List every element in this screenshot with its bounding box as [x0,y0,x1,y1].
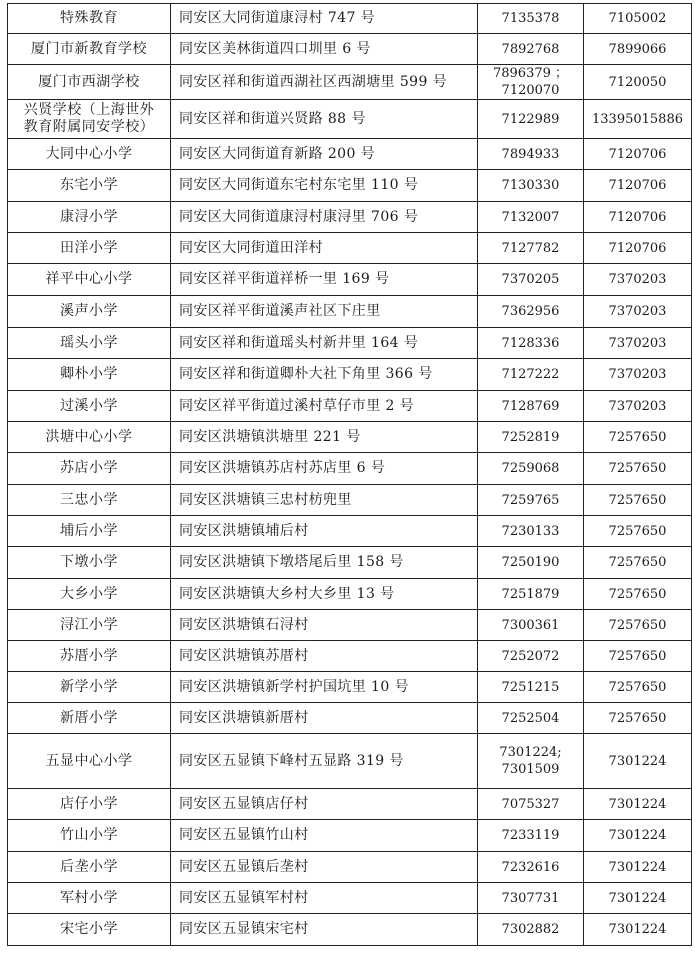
table-row [8,422,692,453]
phone-cell [478,34,584,65]
school-name: 埔后小学 [60,522,118,539]
fax-number: 7899066 [584,34,692,65]
school-name-cell [8,820,171,852]
school-address: 同安区洪塘镇大乡村大乡里 13 号 [171,579,478,610]
school-name-cell [8,485,171,516]
phone-cell [478,914,584,946]
phone-number: 7894933 [501,146,560,162]
table-row [8,641,692,672]
school-name: 新学小学 [60,678,118,695]
table-row [8,734,692,789]
fax-number: 7257650 [584,579,692,610]
school-name-cell [8,641,171,672]
fax-number: 7257650 [584,485,692,516]
school-address: 同安区洪塘镇新学村护国坑里 10 号 [171,672,478,703]
school-address: 同安区大同街道康浔村 747 号 [171,4,478,34]
phone-cell [478,359,584,391]
fax-number: 7370203 [584,391,692,422]
school-name: 洪塘中心小学 [45,428,133,445]
phone-number: 7127222 [501,367,560,382]
school-address: 同安区大同街道田洋村 [171,233,478,264]
school-name: 田洋小学 [60,239,118,256]
table-row [8,359,692,391]
school-name: 厦门市西湖学校 [38,73,140,90]
phone-number: 7128336 [501,335,560,351]
phone-cell [478,485,584,516]
phone-cell [478,170,584,202]
school-name: 苏店小学 [60,460,118,476]
phone-number: 7127782 [501,240,560,256]
phone-number: 7075327 [501,796,560,812]
school-name-cell [8,422,171,453]
phone-cell [478,789,584,820]
school-name-cell [8,914,171,946]
table-row [8,391,692,422]
school-name-cell [8,391,171,422]
school-name-cell [8,516,171,547]
table-row [8,100,692,139]
school-name-cell [8,34,171,65]
phone-cell [478,734,584,789]
school-name-cell [8,579,171,610]
fax-number: 7257650 [584,672,692,703]
phone-cell [478,516,584,547]
phone-cell [478,610,584,641]
table-row [8,914,692,946]
phone-cell [478,100,584,139]
fax-number: 7370203 [584,359,692,391]
table-row [8,139,692,170]
table-row [8,703,692,734]
school-contact-table [7,3,692,946]
table-row [8,4,692,34]
phone-number: 7370205 [501,272,560,287]
phone-cell [478,296,584,328]
table-body [8,4,692,946]
phone-number: 7252072 [501,648,560,664]
phone-cell [478,672,584,703]
phone-number: 7259765 [501,492,560,508]
phone-cell [478,233,584,264]
fax-number: 7105002 [584,4,692,34]
school-address: 同安区洪塘镇洪塘里 221 号 [171,422,478,453]
table-row [8,453,692,485]
phone-number: 7896379 ； [492,66,569,81]
school-name-cell [8,453,171,485]
phone-number: 7251879 [501,586,560,602]
phone-cell [478,641,584,672]
phone-cell [478,703,584,734]
school-name: 大乡小学 [60,585,118,602]
phone-cell [478,453,584,485]
school-address: 同安区洪塘镇苏厝村 [171,641,478,672]
phone-number: 7128769 [501,398,560,414]
fax-number: 7257650 [584,516,692,547]
school-address: 同安区祥和街道瑶头村新井里 164 号 [171,328,478,359]
phone-number: 7232616 [501,859,560,875]
phone-cell [478,852,584,883]
phone-number: 7122989 [501,111,560,127]
school-name: 大同中心小学 [45,145,133,162]
school-address: 同安区五显镇后垄村 [171,852,478,883]
school-address: 同安区五显镇店仔村 [171,789,478,820]
phone-number-2: 7120070 [501,83,560,98]
school-name: 祥平中心小学 [45,271,133,287]
school-address: 同安区美林街道四口圳里 6 号 [171,34,478,65]
school-name: 过溪小学 [60,397,118,414]
school-address: 同安区祥平街道过溪村草仔市里 2 号 [171,391,478,422]
fax-number: 7257650 [584,422,692,453]
fax-number: 13395015886 [584,100,692,139]
phone-cell [478,65,584,100]
fax-number: 7370203 [584,264,692,296]
school-name: 苏厝小学 [60,647,118,664]
school-name: 瑶头小学 [60,334,118,351]
phone-number: 7250190 [501,555,560,570]
school-name: 宋宅小学 [60,921,118,937]
fax-number: 7120706 [584,170,692,202]
phone-cell [478,4,584,34]
table-row [8,547,692,579]
school-address: 同安区洪塘镇埔后村 [171,516,478,547]
phone-number: 7300361 [501,617,560,633]
phone-cell [478,202,584,233]
phone-number: 7130330 [501,178,560,193]
school-name: 后垄小学 [60,858,118,875]
table-row [8,170,692,202]
school-name: 军村小学 [60,889,118,906]
school-address: 同安区五显镇军村村 [171,883,478,914]
school-address: 同安区祥平街道溪声社区下庄里 [171,296,478,328]
fax-number: 7370203 [584,328,692,359]
school-address: 同安区大同街道康浔村康浔里 706 号 [171,202,478,233]
school-name: 下墩小学 [60,554,118,570]
phone-cell [478,547,584,579]
fax-number: 7257650 [584,641,692,672]
phone-cell [478,391,584,422]
school-name: 溪声小学 [60,303,118,319]
fax-number: 7301224 [584,852,692,883]
school-address: 同安区五显镇宋宅村 [171,914,478,946]
table-row [8,34,692,65]
school-name-cell [8,65,171,100]
table-row [8,852,692,883]
school-name: 新厝小学 [60,709,118,726]
school-name-cell [8,170,171,202]
school-address: 同安区祥平街道祥桥一里 169 号 [171,264,478,296]
phone-cell [478,820,584,852]
fax-number: 7257650 [584,547,692,579]
school-name-cell [8,852,171,883]
school-name-cell [8,139,171,170]
school-name: 店仔小学 [60,795,118,812]
phone-number: 7230133 [501,523,560,539]
school-name: 兴贤学校（上海世外 [23,102,155,118]
school-address: 同安区祥和街道西湖社区西湖塘里 599 号 [171,65,478,100]
school-name: 东宅小学 [60,177,118,193]
school-address: 同安区大同街道东宅村东宅里 110 号 [171,170,478,202]
school-name-cell [8,359,171,391]
fax-number: 7120706 [584,202,692,233]
table-row [8,883,692,914]
school-address: 同安区祥和街道卿朴大社下角里 366 号 [171,359,478,391]
school-name-cell [8,789,171,820]
phone-cell [478,422,584,453]
fax-number: 7120050 [584,65,692,100]
school-name: 特殊教育 [60,10,118,26]
school-name: 康浔小学 [60,208,118,225]
table-row [8,610,692,641]
school-address: 同安区洪塘镇新厝村 [171,703,478,734]
school-name-cell [8,734,171,789]
table-row [8,485,692,516]
table-row [8,65,692,100]
school-address: 同安区洪塘镇下墩塔尾后里 158 号 [171,547,478,579]
table-row [8,264,692,296]
school-name-cell [8,233,171,264]
fax-number: 7120706 [584,233,692,264]
school-name-cell [8,547,171,579]
school-name: 浔江小学 [60,616,118,633]
fax-number: 7301224 [584,914,692,946]
school-name-cell [8,610,171,641]
phone-number: 7892768 [501,41,560,57]
fax-number: 7301224 [584,789,692,820]
school-address: 同安区洪塘镇石浔村 [171,610,478,641]
school-address: 同安区祥和街道兴贤路 88 号 [171,100,478,139]
fax-number: 7120706 [584,139,692,170]
table-row [8,516,692,547]
phone-cell [478,579,584,610]
phone-number: 7135378 [501,11,560,26]
school-name-cell [8,4,171,34]
table-row [8,202,692,233]
phone-number: 7302882 [501,922,560,937]
phone-number: 7132007 [501,209,560,225]
table-row [8,233,692,264]
phone-number: 7362956 [501,304,560,319]
school-name: 三忠小学 [60,491,118,508]
table-row [8,579,692,610]
school-name-cell [8,100,171,139]
school-address: 同安区五显镇下峰村五显路 319 号 [171,734,478,789]
school-name: 竹山小学 [60,827,118,843]
phone-number: 7252819 [501,429,560,445]
school-name: 五显中心小学 [45,752,133,769]
phone-cell [478,139,584,170]
phone-number-2: 7301509 [501,762,560,777]
fax-number: 7257650 [584,703,692,734]
fax-number: 7301224 [584,734,692,789]
school-name: 厦门市新教育学校 [31,40,147,57]
school-name-cell [8,672,171,703]
fax-number: 7301224 [584,820,692,852]
table-row [8,820,692,852]
school-name: 卿朴小学 [60,366,118,382]
table-row [8,328,692,359]
table-row [8,296,692,328]
school-name-cell [8,883,171,914]
phone-number: 7307731 [501,890,560,906]
school-name-cell [8,328,171,359]
phone-cell [478,264,584,296]
table-row [8,789,692,820]
fax-number: 7257650 [584,453,692,485]
school-name-cell [8,202,171,233]
phone-number: 7301224; [499,745,562,760]
school-address: 同安区洪塘镇三忠村枋兜里 [171,485,478,516]
school-address: 同安区五显镇竹山村 [171,820,478,852]
fax-number: 7257650 [584,610,692,641]
phone-number: 7259068 [501,461,560,476]
phone-cell [478,883,584,914]
phone-number: 7251215 [501,679,560,695]
school-name-cell [8,296,171,328]
phone-number: 7252504 [501,710,560,726]
fax-number: 7301224 [584,883,692,914]
phone-number: 7233119 [501,828,560,843]
phone-cell [478,328,584,359]
school-name-line2: 教育附属同安学校） [23,119,155,135]
table-row [8,672,692,703]
school-address: 同安区洪塘镇苏店村苏店里 6 号 [171,453,478,485]
fax-number: 7370203 [584,296,692,328]
school-address: 同安区大同街道育新路 200 号 [171,139,478,170]
school-name-cell [8,264,171,296]
school-name-cell [8,703,171,734]
